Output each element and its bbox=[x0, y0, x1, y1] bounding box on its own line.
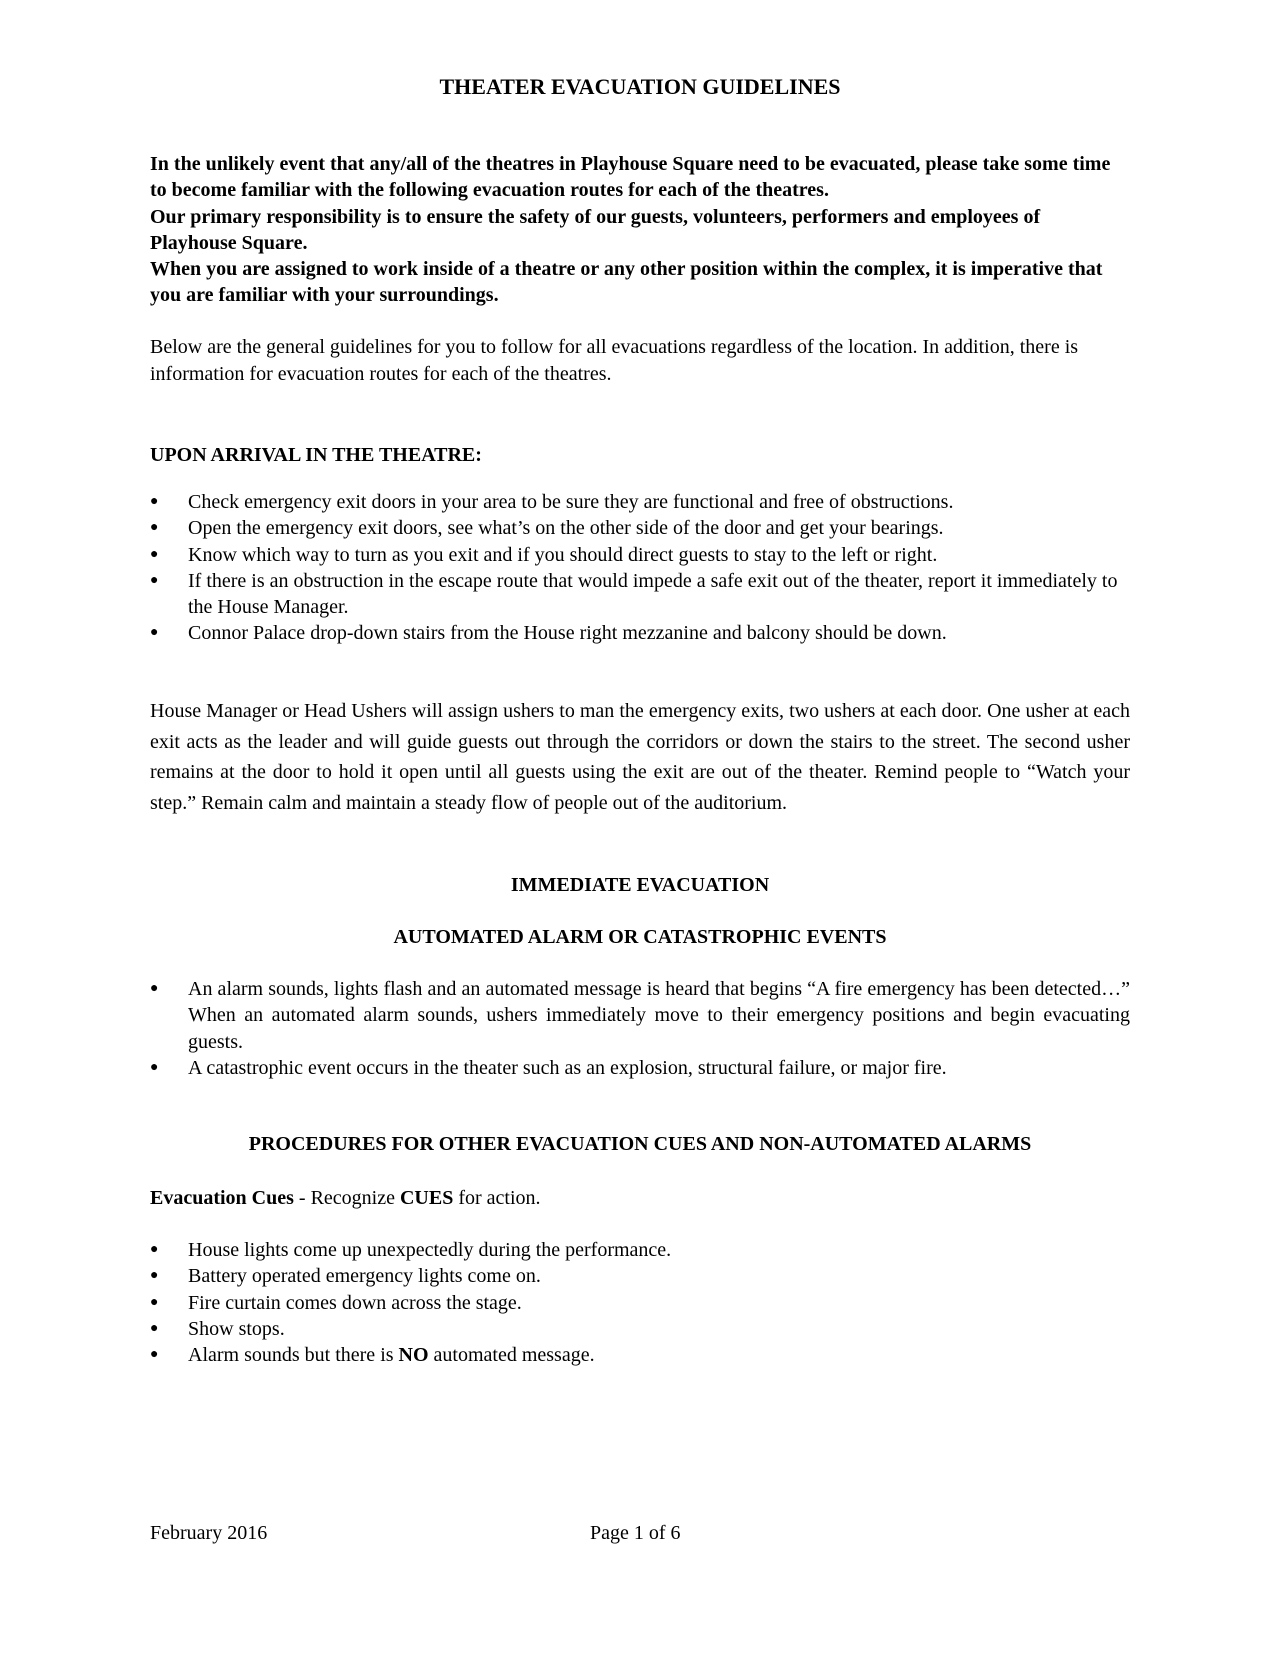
ushers-paragraph: House Manager or Head Ushers will assign ushers to man the emergency exits, two ushers at each door. One usher at each exit acts as the leader and will guide guests out through the corridors or down the stairs to the street. The second usher remains at the door to hold it open until all guests using the exit are out of the theater. Remind people to “Watch your step.” Remain calm and maintain a steady flow of people out of the auditorium. bbox=[150, 700, 1130, 814]
list-item: ● If there is an obstruction in the escape route that would impede a safe exit out of the theater, report it immediately to the House Manager. bbox=[150, 569, 1118, 619]
procedures-heading: PROCEDURES FOR OTHER EVACUATION CUES AND NON-AUTOMATED ALARMS bbox=[248, 1133, 1032, 1155]
evacuation-cues-line: Evacuation Cues - Recognize CUES for action. bbox=[150, 1187, 541, 1209]
list-item: ● Check emergency exit doors in your area to be sure they are functional and free of obstructions. bbox=[150, 489, 1130, 515]
bullet-icon: ● bbox=[150, 494, 159, 509]
list-item: ● Battery operated emergency lights come on. bbox=[150, 1263, 1130, 1289]
immediate-evacuation-heading: IMMEDIATE EVACUATION bbox=[510, 874, 770, 896]
intro-paragraph-2: Our primary responsibility is to ensure the safety of our guests, volunteers, performers and employees of Playhouse Square. bbox=[150, 205, 1041, 254]
footer-page-number: Page 1 of 6 bbox=[590, 1522, 681, 1544]
bullet-icon: ● bbox=[150, 520, 159, 536]
bullet-icon: ● bbox=[150, 546, 159, 562]
list-item: ● House lights come up unexpectedly during the performance. bbox=[150, 1237, 1130, 1263]
bullet-icon: ● bbox=[150, 1059, 159, 1075]
list-item: ● Show stops. bbox=[150, 1316, 1130, 1342]
list-item: ● An alarm sounds, lights flash and an automated message is heard that begins “A fire emergency has been detected…” When an automated alarm sounds, ushers immediately move to their emergency positions and begin evacuating guests. bbox=[150, 978, 1130, 1053]
cues-label: Evacuation Cues bbox=[150, 1187, 294, 1209]
bullet-icon: ● bbox=[150, 1347, 159, 1363]
bullet-icon: ● bbox=[150, 981, 159, 996]
list-item: ● Know which way to turn as you exit and if you should direct guests to stay to the left or right. bbox=[150, 542, 1130, 568]
intro-block bbox=[150, 151, 1130, 309]
list-item: ● Fire curtain comes down across the stage. bbox=[150, 1290, 1130, 1316]
list-item: ● Open the emergency exit doors, see what’s on the other side of the door and get your bearings. bbox=[150, 515, 1130, 541]
list-item: ● A catastrophic event occurs in the theater such as an explosion, structural failure, or major fire. bbox=[150, 1055, 1130, 1081]
list-item: ● Connor Palace drop-down stairs from the House right mezzanine and balcony should be down. bbox=[150, 620, 1130, 646]
bullet-icon: ● bbox=[150, 572, 159, 588]
intro-paragraph-3: When you are assigned to work inside of a theatre or any other position within the complex, it is imperative that you are familiar with your surroundings. bbox=[150, 258, 1103, 307]
cues-list bbox=[150, 1237, 1130, 1368]
general-guidelines-paragraph: Below are the general guidelines for you to follow for all evacuations regardless of the location. In addition, there is information for evacuation routes for each of the theatres. bbox=[150, 336, 1079, 385]
bullet-icon: ● bbox=[150, 1294, 159, 1310]
bullet-icon: ● bbox=[150, 625, 159, 641]
page-title: THEATER EVACUATION GUIDELINES bbox=[439, 74, 841, 99]
arrival-heading: UPON ARRIVAL IN THE THEATRE: bbox=[150, 444, 482, 466]
footer-date: February 2016 bbox=[150, 1522, 268, 1544]
immediate-list bbox=[150, 976, 1130, 1081]
bullet-icon: ● bbox=[150, 1242, 159, 1257]
arrival-list bbox=[150, 489, 1130, 647]
intro-paragraph-1: In the unlikely event that any/all of the theatres in Playhouse Square need to be evacuated, please take some time to become familiar with the following evacuation routes for each of the theatres. bbox=[150, 153, 1111, 202]
bullet-icon: ● bbox=[150, 1268, 159, 1284]
cues-bold: CUES bbox=[399, 1187, 454, 1209]
bullet-icon: ● bbox=[150, 1320, 159, 1336]
automated-alarm-subheading: AUTOMATED ALARM OR CATASTROPHIC EVENTS bbox=[393, 926, 887, 948]
list-item: ● Alarm sounds but there is NO automated message. bbox=[150, 1342, 1130, 1368]
